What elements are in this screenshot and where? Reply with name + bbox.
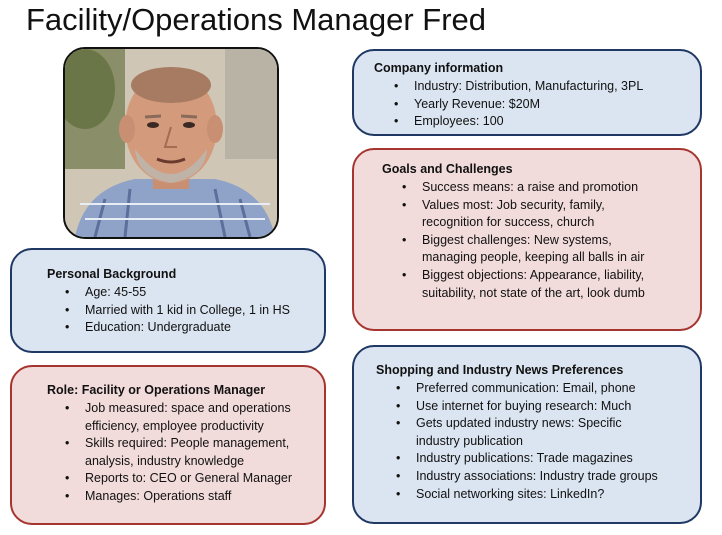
list-item: • Education: Undergraduate: [65, 320, 231, 335]
list-item: • Success means: a raise and promotion: [402, 180, 639, 194]
list-item: • Social networking sites: LinkedIn?: [396, 486, 605, 501]
shopping-preferences-heading: Shopping and Industry News Preferences: [376, 363, 624, 377]
role-card: [10, 365, 326, 525]
list-item: • Reports to: CEO or General Manager: [65, 471, 293, 486]
list-item: • Preferred communication: Email, phone: [396, 381, 636, 395]
list-item: • Age: 45-55: [65, 285, 147, 299]
person-photo: [63, 47, 279, 239]
goals-challenges-list: [382, 179, 690, 302]
list-item: • Industry associations: Industry trade groups: [396, 468, 658, 483]
list-item: • Skills required: People management, analysis, industry knowledge: [65, 436, 290, 468]
list-item: • Employees: 100: [394, 114, 504, 129]
goals-challenges-card: [352, 148, 702, 331]
list-item: • Job measured: space and operations efficiency, employee productivity: [65, 401, 291, 433]
company-information-card: [352, 49, 702, 136]
personal-background-heading: Personal Background: [47, 267, 177, 281]
personal-background-card: [10, 248, 326, 353]
shopping-preferences-list: [376, 380, 694, 503]
company-information-heading: Company information: [374, 61, 504, 75]
list-item: • Married with 1 kid in College, 1 in HS: [65, 302, 290, 317]
page-title: Facility/Operations Manager Fred: [26, 2, 487, 37]
goals-challenges-heading: Goals and Challenges: [382, 162, 513, 176]
role-list: [47, 400, 316, 506]
company-information-list: [374, 78, 690, 131]
person-photo-icon: [65, 49, 277, 237]
list-item: • Biggest objections: Appearance, liability, suitability, not state of the art, look dumb: [402, 267, 645, 300]
list-item: • Gets updated industry news: Specific industry publication: [396, 416, 622, 448]
list-item: • Use internet for buying research: Much: [396, 398, 632, 413]
role-heading: Role: Facility or Operations Manager: [47, 383, 266, 397]
personal-background-list: [47, 284, 314, 337]
shopping-preferences-card: [352, 345, 702, 524]
list-item: • Yearly Revenue: $20M: [394, 96, 541, 111]
list-item: • Industry publications: Trade magazines: [396, 451, 633, 466]
list-item: • Industry: Distribution, Manufacturing, 3PL: [394, 79, 644, 93]
list-item: • Values most: Job security, family, recognition for success, church: [402, 197, 605, 230]
list-item: • Biggest challenges: New systems, managing people, keeping all balls in air: [402, 232, 645, 265]
list-item: • Manages: Operations staff: [65, 488, 232, 503]
